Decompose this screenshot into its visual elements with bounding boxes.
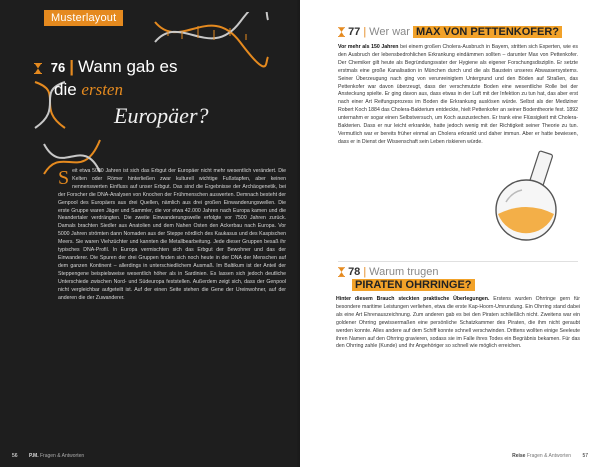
article-body-77 bbox=[338, 44, 578, 147]
right-page bbox=[300, 0, 600, 467]
article-body bbox=[58, 168, 286, 302]
question-number: 77 bbox=[348, 26, 361, 38]
question-label: Wer war bbox=[369, 26, 410, 38]
article-text: bei einem großen Cholera-Ausbruch in Bayern, stritten sich Experten, wie es den Ausbruch der lebensbedrohlichen Erkrankung eindämmen sollten – darunter Max von Pettenkofer. Der Chemiker gilt heute als Begründungsvater der Hygiene als eigener Forschungsdisziplin. Er setzte erstmals eine große Kanalisation in München durch und die als Baustein unseres Abwassersystems. Seiner Überzeugung nach ging von verunreinigtem Untergrund und den Böden auf Straßen, das Pettenkofer war davon überzeugt, dass der verschmutzte Boden eine wesentliche Rolle bei der Ansteckung spielte. Er ging davon aus, dass etwas in der Luft mit der Infektion zu tun hat, das aber erst nach einer Art Reifungsprozess im Boden die Erkrankung auslösen würde. Selbst als der Mediziner Robert Koch 1884 das Cholera-Bakterium entdeckte, hielt Pettenkofer an seiner Bodentheorie fest. 1892 unternahm er sogar einen Selbstversuch, um Koch auszustechen. Er trank eine Flüssigkeit mit Cholera-Bakterien. Dass er nur leicht erkrankte, hatte jedoch wenig mit der Richtigkeit seiner Theorie zu tun. Vermutlich war er bereits früher einmal an Cholera erkrankt und daher immun. Aber er hatte bewiesen, dass er in Dienst der Wissenschaft sein Leben riskieren würde. bbox=[338, 44, 578, 145]
question-number: 76 bbox=[50, 60, 66, 75]
footer-brand: P.M. bbox=[28, 453, 39, 459]
article-text: Erstens wurden Ohrringe gern für besondere maritime Leistungen verliehen, etwa die erste Kap-Hoorn-Umrundung. Ein Ohrring stand dabei als eine Art Ehrenauszeichnung. Zum anderen gab es bei den Piraten schließlich nicht. Zweitens war ein goldener Ohrring gewissermaßen eine persönliche Schatzkammer des Piraten, die ihm nicht geraubt werden konnte. Alles andere auf dem Schiff konnte schnell verschwinden. Drittens wollten einige Seeleute ihren Namen auf den Ohrring gravieren, sodass sie im Falle ihres Todes ein Begräbnis bekamen. Für das den Ohrring zahle (Kunde) und ihr Angehöriger so schnell wie möglich erreichen. bbox=[336, 296, 580, 350]
question-highlight: MAX VON PETTENKOFER? bbox=[413, 26, 562, 38]
headline-line2b: ersten bbox=[81, 80, 123, 99]
question-label: Warum trugen bbox=[369, 266, 439, 278]
drop-cap: S bbox=[58, 167, 70, 189]
hourglass-icon bbox=[338, 267, 345, 277]
article-text: eit etwa 5000 Jahren ist sich das Erbgut der Europäer nicht mehr wesentlich verändert. Die Kelten oder Römer hinterließen zwar kulturell wichtige Fußstapfen, aber keinen nennenswerten Einfluss auf unser Erbgut. Das sind die Ergebnisse der Archäogenetik, bei der Forscher die DNA-Analysen von Knochen der Frühmenschen auswerten. Demnach besteht der Genpool des Europäers aus drei Quellen, nämlich aus drei großen Einwanderungswellen. Die erste Gruppe waren Jäger und Sammler, die vor etwa 42.000 Jahren nach Europa kamen und die Neandertaler verdrängten. Die zweite Einwanderungswelle erfolgte vor 7500 Jahren zurück. Damals brachten Siedler aus Anatolien und dem Nahen Osten den Ackerbau nach Europa. Vor 5000 Jahren strömten dann Nomaden aus der Steppe nördlich des Kaukasus und des Kaspischen Meers. Sie waren Viehzüchter und kannten die Metallbearbeitung. Jede dieser Gruppen besaß ihr typisches DNA-Profil. In Europa vermischten sich das Erbgut der Bewohner und das der Einwanderer. Die Spuren der drei Gruppen finden sich noch heute in der DNA der Menschen auf dem ganzen Kontinent – allerdings in unterschiedlichem Ausmaß. Im Baltikum ist der Anteil der Steppengene beispielsweise wesentlich höher als in Sardinien. Es lassen sich jedoch deutliche Unterschiede zwischen Nord- und Südeuropa feststellen. Außerdem zeigt sich, dass der Genpool nicht vergleichbar aufgeteilt ist. Auf der einen Seite stehen die Gene der Ureinwohner, auf der anderen die der Zuwanderer. bbox=[58, 168, 286, 301]
article-body-78 bbox=[336, 296, 580, 351]
lead-in: Vor mehr als 150 Jahren bbox=[338, 44, 399, 50]
page-footer-right bbox=[512, 453, 588, 459]
flask-icon bbox=[482, 148, 582, 248]
hourglass-icon bbox=[338, 27, 345, 37]
question-78-heading: 78 | Warum trugen PIRATEN OHRRINGE? bbox=[338, 266, 588, 292]
page-number: 56 bbox=[12, 453, 18, 459]
headline: 76 | Wann gab es die ersten Europäer? bbox=[34, 56, 264, 131]
footer-section: Fragen & Antworten bbox=[39, 453, 85, 459]
headline-line3: Europäer? bbox=[114, 103, 209, 128]
footer-brand: Reise bbox=[512, 453, 526, 459]
hourglass-icon bbox=[34, 63, 42, 74]
headline-line1: Wann gab es bbox=[77, 57, 178, 76]
footer-section: Fragen & Antworten bbox=[526, 453, 572, 459]
section-tag: Musterlayout bbox=[44, 10, 123, 26]
page-number: 57 bbox=[582, 453, 588, 459]
headline-line2a: die bbox=[54, 80, 77, 99]
section-divider bbox=[338, 261, 578, 262]
question-77-heading: 77 | Wer war MAX VON PETTENKOFER? bbox=[338, 26, 562, 38]
question-highlight: PIRATEN OHRRINGE? bbox=[352, 279, 475, 291]
page-footer-left bbox=[12, 453, 84, 459]
lead-in: Hinter diesem Brauch steckten praktische Überlegungen. bbox=[336, 296, 490, 302]
question-number: 78 bbox=[348, 266, 361, 278]
